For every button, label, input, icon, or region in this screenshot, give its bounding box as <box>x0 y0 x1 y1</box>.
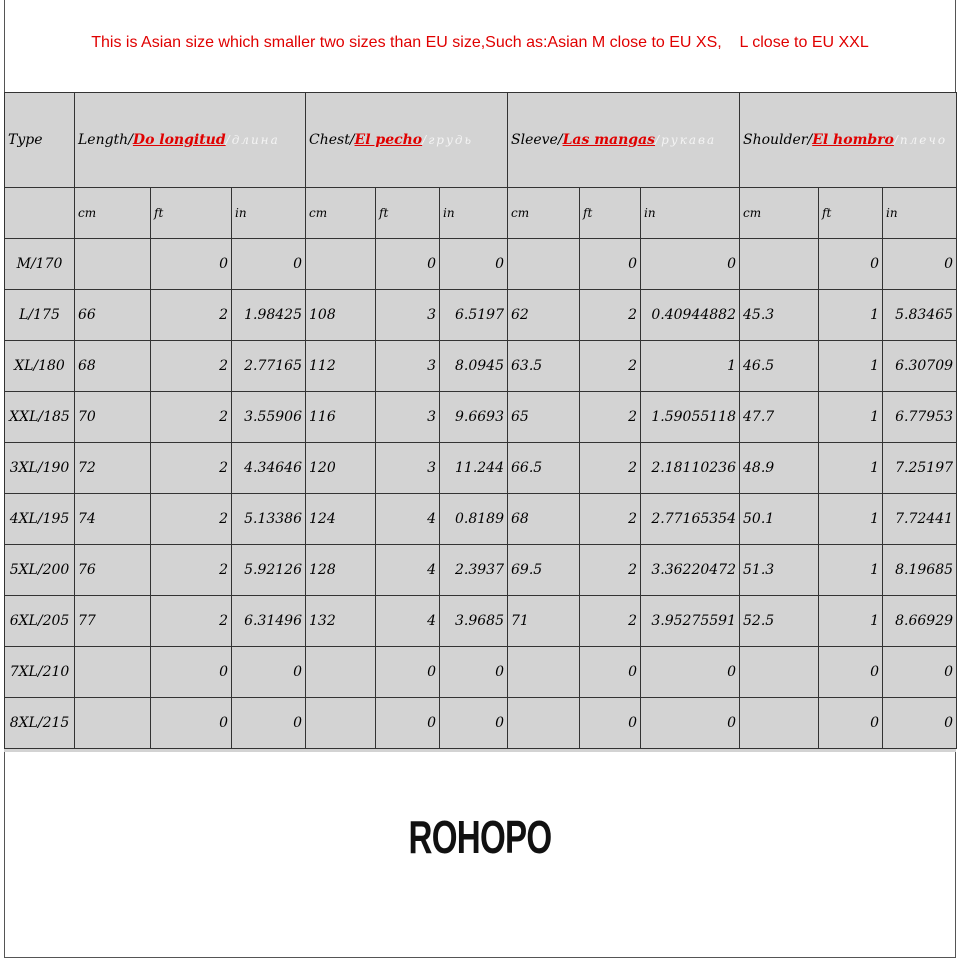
table-cell: 120 <box>306 443 376 494</box>
table-cell: 0 <box>376 647 440 698</box>
unit-cell: ft <box>151 188 232 239</box>
table-cell: 1 <box>819 443 883 494</box>
table-cell: 72 <box>75 443 151 494</box>
table-row <box>5 290 957 341</box>
table-row <box>5 647 957 698</box>
table-cell: 0 <box>440 239 508 290</box>
unit-cell: cm <box>306 188 376 239</box>
type-header: Type <box>5 93 75 188</box>
table-cell: 0.40944882 <box>641 290 740 341</box>
table-cell: 2 <box>151 545 232 596</box>
table-cell: 9.6693 <box>440 392 508 443</box>
table-cell: 1 <box>819 494 883 545</box>
table-cell: 6.77953 <box>883 392 957 443</box>
table-row <box>5 494 957 545</box>
size-label: 5XL/200 <box>5 545 75 596</box>
table-cell: 11.244 <box>440 443 508 494</box>
table-cell: 4.34646 <box>232 443 306 494</box>
chest-label-es: El pecho <box>354 132 423 148</box>
unit-cell: ft <box>819 188 883 239</box>
units-row <box>5 188 957 239</box>
table-cell: 62 <box>508 290 580 341</box>
table-cell <box>306 647 376 698</box>
table-cell: 0 <box>641 239 740 290</box>
shoulder-header <box>740 93 957 188</box>
table-cell: 8.66929 <box>883 596 957 647</box>
table-cell <box>508 239 580 290</box>
table-cell: 50.1 <box>740 494 819 545</box>
table-cell: 0 <box>376 239 440 290</box>
table-cell: 6.31496 <box>232 596 306 647</box>
table-cell: 65 <box>508 392 580 443</box>
table-cell: 132 <box>306 596 376 647</box>
table-cell: 68 <box>508 494 580 545</box>
shoulder-label-en: Shoulder/ <box>743 132 813 148</box>
table-cell: 0 <box>151 698 232 749</box>
table-cell: 1.98425 <box>232 290 306 341</box>
size-label: XXL/185 <box>5 392 75 443</box>
brand-logo: ROHOPO <box>408 811 552 863</box>
table-row <box>5 341 957 392</box>
table-cell: 4 <box>376 494 440 545</box>
table-cell: 2 <box>580 494 641 545</box>
header-row <box>5 93 957 188</box>
table-cell: 0.8189 <box>440 494 508 545</box>
table-cell: 2 <box>580 596 641 647</box>
chest-label-ru: /грудь <box>422 133 474 147</box>
table-row <box>5 443 957 494</box>
table-cell: 0 <box>883 647 957 698</box>
size-label: 3XL/190 <box>5 443 75 494</box>
table-cell: 71 <box>508 596 580 647</box>
shoulder-label-es: El hombro <box>812 132 894 148</box>
table-cell: 3.95275591 <box>641 596 740 647</box>
unit-cell: cm <box>508 188 580 239</box>
unit-cell: cm <box>740 188 819 239</box>
table-cell: 52.5 <box>740 596 819 647</box>
table-cell <box>75 647 151 698</box>
table-cell: 112 <box>306 341 376 392</box>
table-cell: 0 <box>151 647 232 698</box>
unit-cell: in <box>641 188 740 239</box>
table-cell: 46.5 <box>740 341 819 392</box>
table-cell: 0 <box>819 647 883 698</box>
table-cell: 5.83465 <box>883 290 957 341</box>
table-cell: 0 <box>580 239 641 290</box>
table-cell: 3 <box>376 290 440 341</box>
table-row <box>5 545 957 596</box>
table-cell: 66.5 <box>508 443 580 494</box>
table-row <box>5 239 957 290</box>
table-cell: 1 <box>641 341 740 392</box>
size-label: 7XL/210 <box>5 647 75 698</box>
table-cell <box>75 239 151 290</box>
table-cell <box>740 698 819 749</box>
sleeve-label-en: Sleeve/ <box>511 132 563 148</box>
table-cell: 1.59055118 <box>641 392 740 443</box>
table-cell: 0 <box>440 698 508 749</box>
table-cell: 0 <box>883 239 957 290</box>
table-cell: 108 <box>306 290 376 341</box>
length-label-ru: /длина <box>225 133 280 147</box>
table-cell: 76 <box>75 545 151 596</box>
table-cell: 128 <box>306 545 376 596</box>
sleeve-header <box>508 93 740 188</box>
table-cell: 0 <box>580 647 641 698</box>
table-cell: 3.55906 <box>232 392 306 443</box>
table-cell: 6.5197 <box>440 290 508 341</box>
unit-cell: ft <box>376 188 440 239</box>
size-label: L/175 <box>5 290 75 341</box>
table-cell: 0 <box>641 647 740 698</box>
table-cell: 1 <box>819 596 883 647</box>
unit-cell: cm <box>75 188 151 239</box>
table-cell: 48.9 <box>740 443 819 494</box>
size-note: This is Asian size which smaller two sizes than EU size,Such as:Asian M close to EU XS, L close to EU XXL <box>91 34 869 51</box>
table-cell: 2 <box>580 545 641 596</box>
table-cell: 2 <box>151 494 232 545</box>
table-cell: 51.3 <box>740 545 819 596</box>
unit-cell: in <box>883 188 957 239</box>
chest-header <box>306 93 508 188</box>
table-cell: 8.19685 <box>883 545 957 596</box>
size-label: 8XL/215 <box>5 698 75 749</box>
table-cell: 66 <box>75 290 151 341</box>
table-cell: 68 <box>75 341 151 392</box>
size-label: M/170 <box>5 239 75 290</box>
length-label-en: Length/ <box>78 132 133 148</box>
table-cell: 2 <box>151 443 232 494</box>
table-cell <box>306 698 376 749</box>
length-header <box>75 93 306 188</box>
table-cell: 70 <box>75 392 151 443</box>
table-cell: 0 <box>440 647 508 698</box>
sleeve-label-es: Las mangas <box>562 132 656 148</box>
table-cell: 0 <box>641 698 740 749</box>
table-cell: 2 <box>151 341 232 392</box>
table-row <box>5 698 957 749</box>
table-cell: 77 <box>75 596 151 647</box>
table-cell: 47.7 <box>740 392 819 443</box>
sleeve-label-ru: /рукава <box>655 133 717 147</box>
table-cell: 0 <box>232 239 306 290</box>
table-cell: 2 <box>580 290 641 341</box>
table-cell: 63.5 <box>508 341 580 392</box>
table-cell: 7.25197 <box>883 443 957 494</box>
size-chart-table <box>4 92 957 749</box>
unit-cell: in <box>440 188 508 239</box>
table-cell: 3.36220472 <box>641 545 740 596</box>
table-cell: 5.92126 <box>232 545 306 596</box>
table-cell: 2 <box>151 392 232 443</box>
table-row <box>5 596 957 647</box>
size-label: 6XL/205 <box>5 596 75 647</box>
table-cell: 0 <box>232 698 306 749</box>
table-cell: 5.13386 <box>232 494 306 545</box>
table-cell: 3 <box>376 392 440 443</box>
table-cell: 0 <box>819 239 883 290</box>
table-cell: 1 <box>819 290 883 341</box>
table-cell: 74 <box>75 494 151 545</box>
table-cell: 3.9685 <box>440 596 508 647</box>
table-cell: 7.72441 <box>883 494 957 545</box>
table-cell: 0 <box>151 239 232 290</box>
table-cell: 3 <box>376 341 440 392</box>
table-cell: 2.3937 <box>440 545 508 596</box>
table-cell: 0 <box>883 698 957 749</box>
size-label: 4XL/195 <box>5 494 75 545</box>
table-cell: 2 <box>580 392 641 443</box>
table-cell: 0 <box>580 698 641 749</box>
table-cell: 2.77165 <box>232 341 306 392</box>
table-cell <box>75 698 151 749</box>
table-cell: 0 <box>819 698 883 749</box>
table-cell: 2 <box>151 290 232 341</box>
table-cell: 3 <box>376 443 440 494</box>
table-cell <box>306 239 376 290</box>
table-cell: 116 <box>306 392 376 443</box>
table-cell: 2 <box>580 443 641 494</box>
length-label-es: Do longitud <box>132 132 226 148</box>
table-cell <box>508 647 580 698</box>
table-cell: 2.18110236 <box>641 443 740 494</box>
table-cell: 4 <box>376 545 440 596</box>
table-cell <box>740 647 819 698</box>
chest-label-en: Chest/ <box>309 132 355 148</box>
table-cell: 1 <box>819 545 883 596</box>
table-cell <box>508 698 580 749</box>
table-cell: 8.0945 <box>440 341 508 392</box>
shoulder-label-ru: /плечо <box>893 133 948 147</box>
table-cell <box>740 239 819 290</box>
size-label: XL/180 <box>5 341 75 392</box>
table-cell: 6.30709 <box>883 341 957 392</box>
table-cell: 1 <box>819 392 883 443</box>
table-cell: 2.77165354 <box>641 494 740 545</box>
table-row <box>5 392 957 443</box>
table-cell: 2 <box>580 341 641 392</box>
table-cell: 4 <box>376 596 440 647</box>
table-cell: 0 <box>232 647 306 698</box>
table-cell: 1 <box>819 341 883 392</box>
table-cell: 45.3 <box>740 290 819 341</box>
units-row-blank <box>5 188 75 239</box>
unit-cell: ft <box>580 188 641 239</box>
unit-cell: in <box>232 188 306 239</box>
table-cell: 0 <box>376 698 440 749</box>
table-cell: 2 <box>151 596 232 647</box>
table-cell: 124 <box>306 494 376 545</box>
table-cell: 69.5 <box>508 545 580 596</box>
